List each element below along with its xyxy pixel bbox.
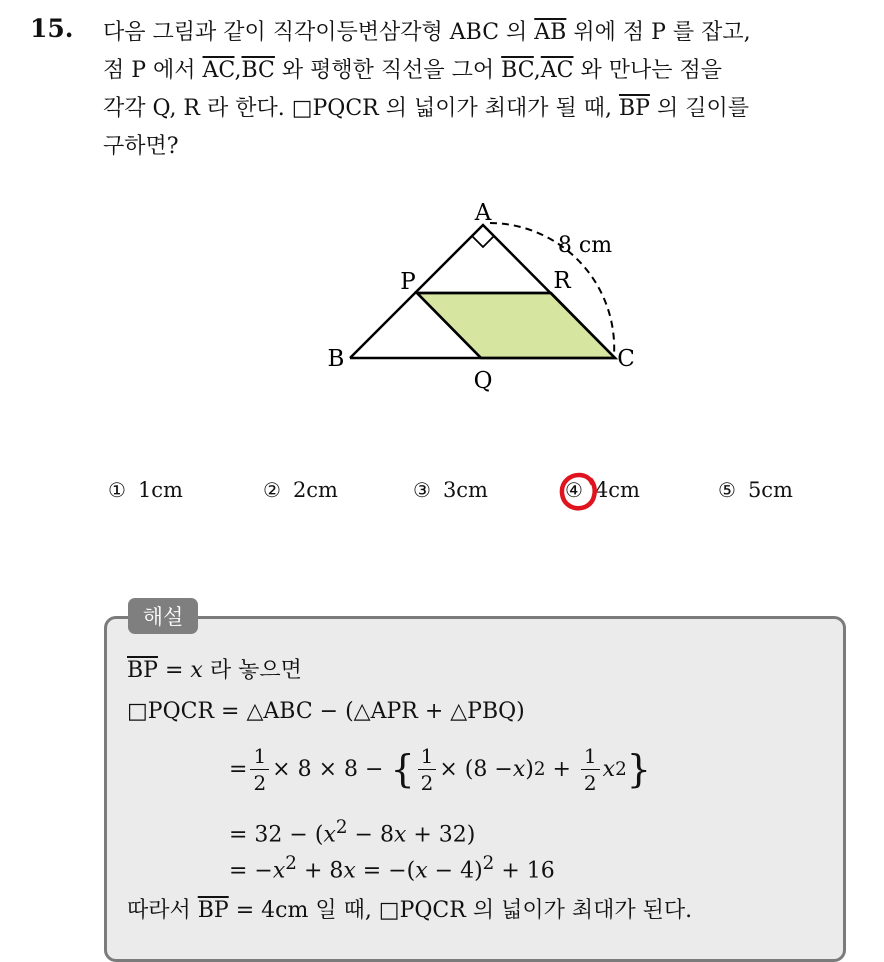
text: 와 만나는 점을 [573, 58, 723, 83]
text: 위에 점 P 를 잡고, [566, 20, 751, 45]
variable: x [512, 756, 526, 782]
choice-marker: ② [263, 478, 281, 502]
answer-circle-mark [557, 470, 601, 514]
label-b: B [327, 346, 345, 372]
choice-5[interactable] [718, 478, 793, 502]
fraction-half [250, 743, 269, 795]
solution-line-4 [229, 817, 475, 847]
exponent: 2 [335, 817, 348, 838]
solution-line-1 [127, 653, 302, 684]
segment-bc: $\overline{BC}$ [241, 58, 275, 83]
label-p: P [400, 269, 416, 295]
text: + 16 [494, 858, 555, 884]
label-q: Q [473, 368, 493, 394]
solution-box [104, 616, 846, 962]
question-line-1 [103, 14, 868, 52]
denominator: 2 [583, 770, 597, 795]
solution-line-3 [229, 734, 651, 804]
text: ) [525, 756, 534, 782]
text: × (8 − [439, 756, 513, 782]
question-line-3 [103, 90, 868, 128]
question-line-2 [103, 52, 868, 90]
exponent: 2 [285, 853, 297, 874]
choice-text: 1cm [137, 478, 183, 502]
question-line-4: 구하면? [103, 134, 179, 159]
brace-close: } [626, 747, 651, 791]
segment-ac: $\overline{AC}$ [540, 58, 574, 83]
segment-ac: $\overline{AC}$ [202, 58, 235, 83]
variable: x [190, 658, 203, 683]
choice-text: 5cm [747, 478, 793, 502]
segment-bp: $\overline{BP}$ [618, 96, 650, 121]
text: + 32) [406, 822, 476, 848]
denominator: 2 [420, 770, 434, 795]
text: = [229, 756, 248, 782]
choice-marker: ③ [413, 478, 431, 502]
choice-1[interactable] [108, 478, 183, 502]
segment-ab: $\overline{AB}$ [534, 20, 567, 45]
triangle-figure [320, 190, 640, 400]
solution-line-6 [127, 893, 692, 924]
choice-marker: ① [108, 478, 126, 502]
text: 따라서 [127, 898, 198, 923]
solution-tag: 해설 [128, 598, 198, 634]
choice-4[interactable] [565, 478, 640, 502]
text: 점 P 에서 [103, 58, 203, 83]
text: × 8 × 8 − [272, 756, 384, 782]
brace-open: { [390, 747, 415, 791]
segment-bc: $\overline{BC}$ [501, 58, 534, 83]
segment-bp: $\overline{BP}$ [127, 658, 158, 683]
text: − 8 [347, 822, 394, 848]
variable: x [393, 822, 407, 848]
question-number: 15. [30, 14, 74, 43]
denominator: 2 [253, 770, 267, 795]
variable: x [323, 822, 336, 848]
choice-marker: ⑤ [718, 478, 736, 502]
text: 와 평행한 직선을 그어 [274, 58, 502, 83]
variable: x [343, 858, 356, 884]
solution-line-2: □PQCR = △ABC − (△APR + △PBQ) [127, 699, 525, 724]
choice-2[interactable] [263, 478, 338, 502]
numerator: 1 [250, 746, 269, 770]
answer-choices [108, 478, 828, 518]
choice-text: 4cm [594, 478, 640, 502]
text: 각각 Q, R 라 한다. □PQCR 의 넓이가 최대가 될 때, [103, 96, 619, 121]
variable: x [415, 858, 428, 884]
text: 라 놓으면 [202, 658, 302, 683]
text: , [234, 58, 242, 83]
label-a: A [474, 200, 492, 226]
text: = 32 − ( [229, 822, 324, 848]
text: 다음 그림과 같이 직각이등변삼각형 ABC 의 [103, 20, 535, 45]
right-angle-mark [472, 236, 494, 247]
numerator: 1 [581, 746, 600, 770]
fraction-half [418, 743, 437, 795]
fraction-half [581, 743, 600, 795]
choice-marker: ④ [565, 478, 583, 502]
variable: x [602, 756, 616, 782]
choice-text: 3cm [442, 478, 488, 502]
choice-text: 2cm [292, 478, 338, 502]
text: = − [229, 858, 273, 884]
exponent: 2 [533, 758, 546, 780]
text: + 8 [296, 858, 344, 884]
parallelogram-pqcr [417, 293, 615, 358]
text: − 4) [427, 858, 483, 884]
text: = 4cm 일 때, □PQCR 의 넓이가 최대가 된다. [228, 898, 693, 923]
exponent: 2 [482, 853, 495, 874]
choice-3[interactable] [413, 478, 488, 502]
label-r: R [553, 268, 571, 294]
label-c: C [617, 346, 635, 372]
text: = −( [355, 858, 416, 884]
question-text [103, 14, 868, 166]
variable: x [272, 858, 286, 884]
text: 의 길이를 [649, 96, 749, 121]
text: = [157, 658, 191, 683]
length-label: 8 cm [557, 233, 613, 258]
solution-line-5 [229, 853, 555, 883]
exponent: 2 [615, 758, 627, 780]
numerator: 1 [418, 746, 437, 770]
text: , [533, 58, 541, 83]
text: + [545, 756, 578, 782]
segment-bp: $\overline{BP}$ [197, 898, 229, 923]
